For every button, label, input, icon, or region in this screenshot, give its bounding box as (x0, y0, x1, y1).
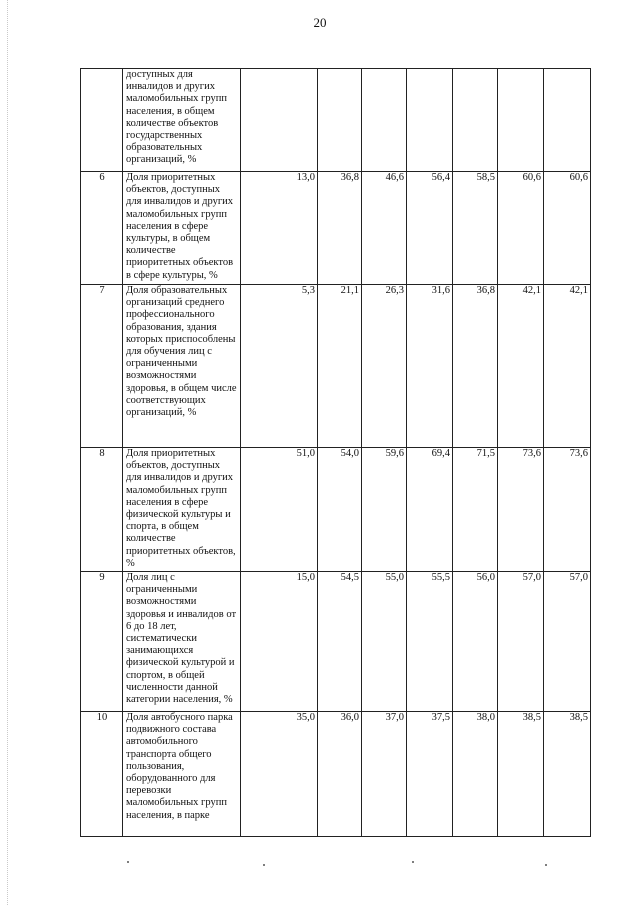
indicator-description: Доля лиц с ограниченными возможностями здоровья и инвалидов от 6 до 18 лет, систематически занимающихся физической культурой и спортом, в общей численности данной категории населения, % (123, 572, 241, 712)
table-row (81, 572, 591, 712)
value-cell: 38,0 (453, 712, 498, 837)
value-cell: 42,1 (544, 285, 591, 448)
value-cell: 42,1 (498, 285, 544, 448)
value-cell: 5,3 (241, 285, 318, 448)
value-cell: 69,4 (407, 448, 453, 572)
value-cell: 71,5 (453, 448, 498, 572)
value-cell: 55,5 (407, 572, 453, 712)
indicator-description: Доля образовательных организаций среднего профессионального образования, здания которых приспособлены для обучения лиц с ограниченными возможностями здоровья, в общем числе соответствующих организаций, % (123, 285, 241, 448)
value-cell: 38,5 (498, 712, 544, 837)
value-cell (498, 69, 544, 172)
value-cell: 56,4 (407, 172, 453, 285)
scan-speck (263, 864, 265, 866)
value-cell (318, 69, 362, 172)
value-cell: 73,6 (498, 448, 544, 572)
indicator-description: Доля приоритетных объектов, доступных для инвалидов и других маломобильных групп населения в сфере культуры, в общем количестве приоритетных объектов в сфере культуры, % (123, 172, 241, 285)
scan-speck (412, 861, 414, 863)
value-cell: 57,0 (498, 572, 544, 712)
indicator-description: доступных для инвалидов и других маломобильных групп населения, в общем количестве объектов государственных образовательных организаций, % (123, 69, 241, 172)
value-cell: 56,0 (453, 572, 498, 712)
scan-speck (545, 864, 547, 866)
value-cell: 58,5 (453, 172, 498, 285)
table-row (81, 448, 591, 572)
value-cell: 15,0 (241, 572, 318, 712)
page-number: 20 (313, 15, 327, 30)
value-cell: 73,6 (544, 448, 591, 572)
value-cell: 38,5 (544, 712, 591, 837)
scan-left-edge (7, 0, 8, 905)
row-number: 9 (81, 572, 123, 712)
table-row (81, 69, 591, 172)
value-cell (362, 69, 407, 172)
row-number (81, 69, 123, 172)
value-cell: 36,8 (318, 172, 362, 285)
value-cell: 21,1 (318, 285, 362, 448)
value-cell: 37,5 (407, 712, 453, 837)
row-number: 6 (81, 172, 123, 285)
value-cell: 57,0 (544, 572, 591, 712)
value-cell: 36,0 (318, 712, 362, 837)
value-cell: 35,0 (241, 712, 318, 837)
scan-speck (127, 861, 129, 863)
indicators-table (80, 68, 591, 837)
row-number: 7 (81, 285, 123, 448)
value-cell: 51,0 (241, 448, 318, 572)
value-cell (407, 69, 453, 172)
value-cell: 37,0 (362, 712, 407, 837)
value-cell: 60,6 (498, 172, 544, 285)
value-cell: 55,0 (362, 572, 407, 712)
row-number: 10 (81, 712, 123, 837)
value-cell: 60,6 (544, 172, 591, 285)
value-cell: 36,8 (453, 285, 498, 448)
row-number: 8 (81, 448, 123, 572)
value-cell: 54,0 (318, 448, 362, 572)
value-cell: 13,0 (241, 172, 318, 285)
value-cell: 59,6 (362, 448, 407, 572)
value-cell: 46,6 (362, 172, 407, 285)
value-cell: 54,5 (318, 572, 362, 712)
table-row (81, 712, 591, 837)
value-cell (453, 69, 498, 172)
table-row (81, 285, 591, 448)
value-cell: 31,6 (407, 285, 453, 448)
value-cell (544, 69, 591, 172)
table-row (81, 172, 591, 285)
value-cell (241, 69, 318, 172)
indicator-description: Доля автобусного парка подвижного состава автомобильного транспорта общего пользования, оборудованного для перевозки маломобильных групп населения, в парке (123, 712, 241, 837)
indicator-description: Доля приоритетных объектов, доступных для инвалидов и других маломобильных групп населения в сфере физической культуры и спорта, в общем количестве приоритетных объектов, % (123, 448, 241, 572)
value-cell: 26,3 (362, 285, 407, 448)
